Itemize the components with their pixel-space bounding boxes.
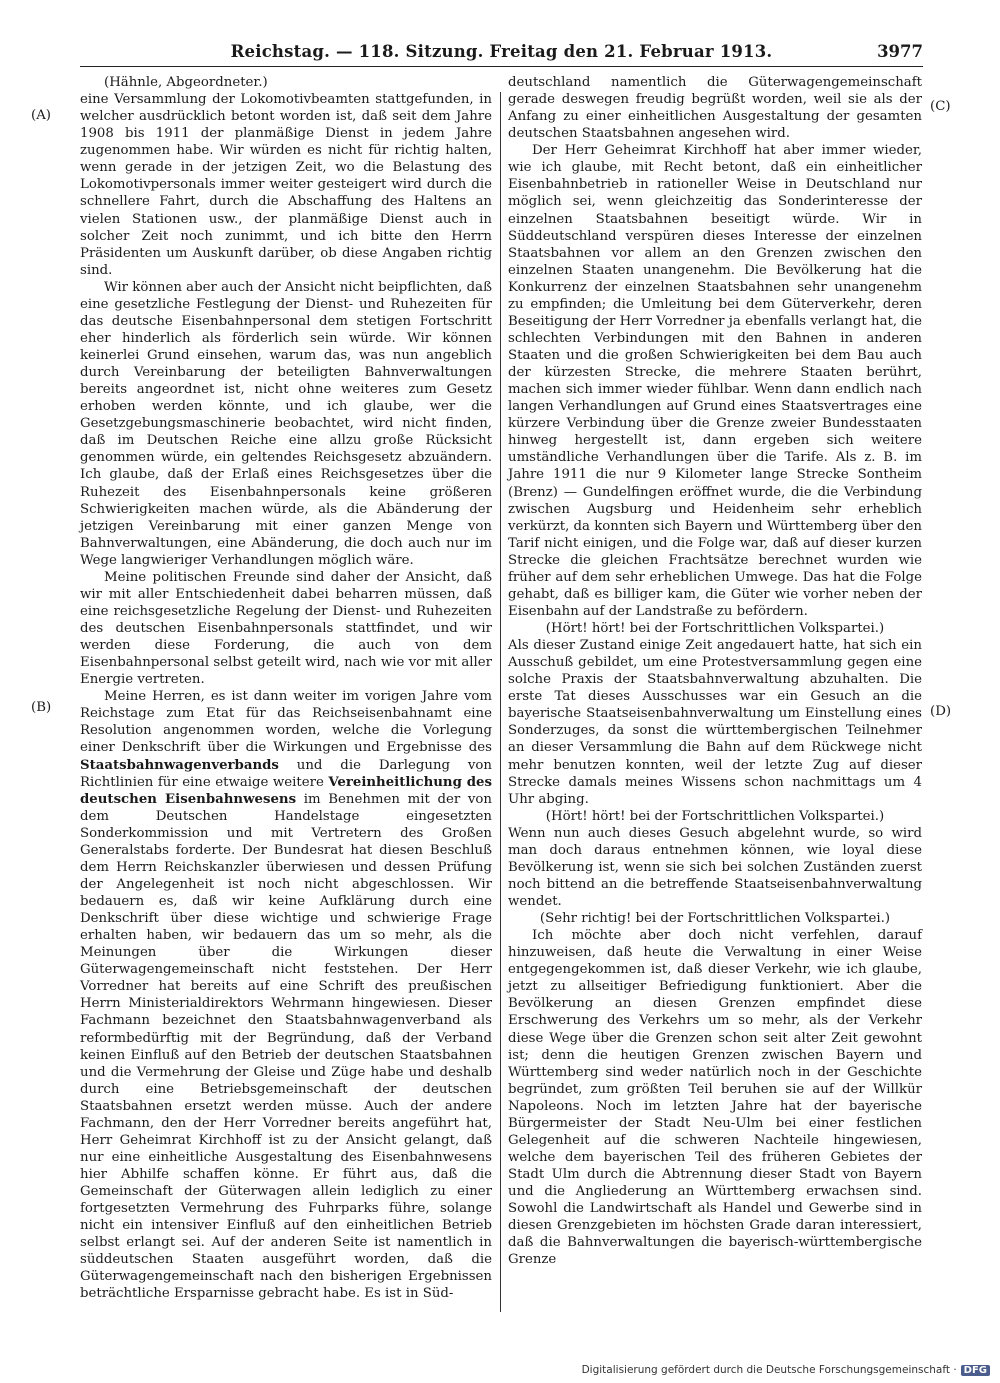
left-paragraph-4-part-1: Meine Herren, es ist dann weiter im vorigen Jahre vom Reichstage zum Etat für das Reichseisenbahnamt eine Resolution angenommen worden, welche die Vorlegung einer Denkschrift über die Wirkungen und Ergebnisse des xyxy=(80,689,492,756)
right-column xyxy=(508,74,922,1268)
interjection-2: (Hört! hört! bei der Fortschrittlichen Volkspartei.) xyxy=(545,808,885,824)
margin-marker-a: (A) xyxy=(31,108,51,123)
left-paragraph-1: eine Versammlung der Lokomotivbeamten stattgefunden, in welcher ausdrücklich betont worden ist, daß seit dem Jahre 1908 bis 1911 der planmäßige Dienst in jedem Jahre zugenommen habe. Wir würden es nicht für richtig halten, wenn gerade in der jetzigen Zeit, wo die Belastung des Lokomotivpersonals immer weiter gesteigert wird durch die schnellere Fahrt, durch die Abschaffung des Haltens an vielen Stationen usw., der planmäßige Dienst auch in solcher Zeit noch zunimmt, und ich bitte den Herrn Präsidenten um Auskunft darüber, ob diese Angaben richtig sind. xyxy=(80,92,492,278)
bold-term-vereinheitlichung: Vereinheitlichung des deutschen Eisenbahnwesens xyxy=(80,774,493,807)
speaker-note: (Hähnle, Abgeordneter.) xyxy=(104,75,268,90)
page-number: 3977 xyxy=(877,42,923,61)
right-paragraph-3: Als dieser Zustand einige Zeit angedauert hatte, hat sich ein Ausschuß gebildet, um eine Protestversammlung gegen eine solche Praxis der Staatsbahnverwaltung abzuhalten. Die erste Tat dieses Ausschusses war ein Gesuch an die bayerische Staatseisenbahnverwaltung um Einstellung eines Sonderzuges, da sonst die württembergischen Teilnehmer an dieser Versammlung die Bahn auf dem Rückwege nicht mehr benutzen konnten, weil der letzte Zug auf dieser Strecke damals meines Wissens schon nachmittags um 4 Uhr abging. xyxy=(508,638,922,807)
margin-marker-b: (B) xyxy=(31,700,52,715)
margin-marker-c: (C) xyxy=(930,99,951,114)
left-paragraph-4-part-3: im Benehmen mit der von dem Deutschen Handelstage eingesetzten Sonderkommission und mit Vertretern des Großen Generalstabs forderte. Der Bundesrat hat diesen Beschluß dem Herrn Reichskanzler überwiesen und dessen Prüfung der Angelegenheit ist noch nicht abgeschlossen. Wir bedauern es, daß wir keine Aufklärung durch eine Denkschrift über diese wichtige und schwierige Frage erhalten haben, wir bedauern das um so mehr, als die Meinungen über die Wirkungen dieser Güterwagengemeinschaft nicht feststehen. Der Herr Vorredner hat bereits auf eine Schrift des preußischen Herrn Ministerialdirektors Wehrmann hingewiesen. Dieser Fachmann bezeichnet den Staatsbahnwagenverband als reformbedürftig mit der Begründung, daß der Verband keinen Einfluß auf den Betrieb der deutschen Staatsbahnen und die Vermehrung der Gleise und Züge habe und deshalb durch eine Betriebsgemeinschaft der deutschen Staatsbahnen ersetzt werden müsse. Auch der andere Fachmann, den der Herr Vorredner bereits angeführt hat, Herr Geheimrat Kirchhoff ist zu der Ansicht gelangt, daß nur eine einheitliche Ausgestaltung des Eisenbahnwesens hier Abhilfe schaffen könne. Er führt aus, daß die Gemeinschaft der Güterwagen allein lediglich zu einer fortgesetzten Vermehrung des Fuhrparks führe, solange nicht ein intensiver Einfluß auf den einheitlichen Betrieb selbst erlangt sei. Auf der anderen Seite ist namentlich in süddeutschen Staaten ausgeführt worden, daß die Güterwagengemeinschaft nach den bisherigen Ergebnissen beträchtliche Ersparnisse gebracht habe. Es ist in Süd- xyxy=(80,791,492,1302)
digitization-footer xyxy=(565,1364,990,1376)
running-head: Reichstag. — 118. Sitzung. Freitag den 21. Februar 1913. xyxy=(230,42,773,61)
column-divider xyxy=(500,92,501,1312)
margin-marker-d: (D) xyxy=(930,704,952,719)
left-column xyxy=(80,74,492,1303)
footer-text: Digitalisierung gefördert durch die Deutsche Forschungsgemeinschaft · xyxy=(581,1364,957,1376)
interjection-1: (Hört! hört! bei der Fortschrittlichen Volkspartei.) xyxy=(545,621,885,636)
left-paragraph-2: Wir können aber auch der Ansicht nicht beipflichten, daß eine gesetzliche Festlegung der Dienst- und Ruhezeiten für das deutsche Eisenbahnpersonal dem stetigen Fortschritt eher hinderlich als förderlich sein würde. Wir können keinerlei Grund einsehen, warum das, was nun angeblich durch Vereinbarung der beteiligten Bahnverwaltungen bereits angeordnet ist, nicht ohne weiteres zum Gesetz erhoben werden könnte, und ich glaube, wer die Gesetzgebungsmaschinerie beobachtet, wird nicht finden, daß im Deutschen Reiche eine allzu große Rücksicht genommen würde, ein geltendes Reichsgesetz abzuändern. Ich glaube, daß der Erlaß eines Reichsgesetzes über die Ruhezeit des Eisenbahnpersonals keine größeren Schwierigkeiten machen würde, als die Abänderung der jetzigen Vereinbarung mit einer ganzen Menge von Bahnverwaltungen, eine Abänderung, die doch auch nur im Wege langwieriger Verhandlungen möglich wäre. xyxy=(80,279,492,568)
dfg-logo: DFG xyxy=(961,1365,990,1376)
interjection-3: (Sehr richtig! bei der Fortschrittlichen Volkspartei.) xyxy=(539,911,891,927)
left-paragraph-3: Meine politischen Freunde sind daher der Ansicht, daß wir mit aller Entschiedenheit dabei beharren müssen, daß eine reichsgesetzliche Regelung der Dienst- und Ruhezeiten des deutschen Eisenbahnpersonals stattfindet, und wir werden diese Forderung, die auch von dem Eisenbahnpersonal selbst geteilt wird, nach wie vor mit aller Energie vertreten. xyxy=(80,569,492,688)
left-paragraph-4 xyxy=(80,688,492,1302)
header-rule xyxy=(80,66,923,67)
right-paragraph-1: deutschland namentlich die Güterwagengemeinschaft gerade deswegen freudig begrüßt worden, weil sie als der Anfang zu einer einheitlichen Ausgestaltung der gesamten deutschen Staatsbahnen angesehen wird. xyxy=(508,75,922,142)
right-paragraph-4: Wenn nun auch dieses Gesuch abgelehnt wurde, so wird man doch daraus entnehmen können, wie loyal diese Bevölkerung ist, wenn sie sich bei solchen Zuständen zuerst noch bittend an die betreffende Staatseisenbahnverwaltung wendet. xyxy=(508,825,922,909)
right-paragraph-2: Der Herr Geheimrat Kirchhoff hat aber immer wieder, wie ich glaube, mit Recht betont, daß ein einheitlicher Eisenbahnbetrieb in rationeller Weise in Deutschland nur möglich sei, wenn gleichzeitig das Sonderinteresse der einzelnen Staatsbahnen beseitigt würde. Wir in Süddeutschland verspüren dieses Interesse der einzelnen Staatsbahnen vor allem an den Grenzen zwischen den einzelnen Staaten unangenehm. Die Bevölkerung hat die Konkurrenz der einzelnen Staatsbahnen sehr unangenehm zu empfinden; die Umleitung bei dem Güterverkehr, deren Beseitigung der Herr Vorredner ja ebenfalls verlangt hat, die schlechten Verbindungen mit den Bahnen in anderen Staaten und die großen Schwierigkeiten bei dem Bau auch der kürzesten Strecke, die mehrere Staaten berührt, machen sich immer wieder fühlbar. Wenn dann endlich nach langen Verhandlungen auf Grund eines Staatsvertrages eine kürzere Verbindung über die Grenze zweier Bundesstaaten hinweg hergestellt ist, dann ergeben sich weitere umständliche Verhandlungen über die Tarife. Als z. B. im Jahre 1911 die nur 9 Kilometer lange Strecke Sontheim (Brenz) — Gundelfingen eröffnet wurde, die die Verbindung zwischen Augsburg und Heidenheim sehr erheblich verkürzt, da konnten sich Bayern und Württemberg über den Tarif nicht einigen, und die Folge war, daß auf dieser kurzen Strecke die gleichen Frachtsätze berechnet wurden wie früher auf dem sehr erheblichen Umwege. Das hat die Folge gehabt, daß es billiger kam, die Güter wie vorher neben der Eisenbahn auf der Landstraße zu befördern. xyxy=(508,143,922,619)
page-header xyxy=(80,42,923,68)
right-paragraph-5: Ich möchte aber doch nicht verfehlen, darauf hinzuweisen, daß heute die Verwaltung in einer Weise entgegengekommen ist, daß dieser Verkehr, wie ich glaube, jetzt zu allseitiger Befriedigung funktioniert. Aber die Bevölkerung an diesen Grenzen empfindet diese Erschwerung des Verkehrs um so mehr, als der Verkehr diese Wege über die Grenzen schon seit alter Zeit gewohnt ist; denn die heutigen Grenzen zwischen Bayern und Württemberg sind weder natürlich noch in der Geschichte begründet, zum größten Teil beruhen sie auf der Willkür Napoleons. Noch im letzten Jahre hat der bayerische Bürgermeister der Stadt Neu-Ulm bei einer festlichen Gelegenheit auf die schweren Nachteile hingewiesen, welche dem bayerischen Teil des früheren Gebietes der Stadt Ulm durch die Abtrennung dieser Stadt von Bayern und die Angliederung an Württemberg erwachsen sind. Sowohl die Landwirtschaft als Handel und Gewerbe sind in diesen Grenzgebieten im höchsten Grade daran interessiert, daß die Bahnverwaltungen die bayerisch-württembergische Grenze xyxy=(508,928,922,1268)
bold-term-staatsbahnwagenverband: Staatsbahnwagenverbands xyxy=(80,757,279,773)
left-paragraph-4-part-2: und die Darlegung von Richtlinien für eine etwaige weitere xyxy=(80,757,492,790)
